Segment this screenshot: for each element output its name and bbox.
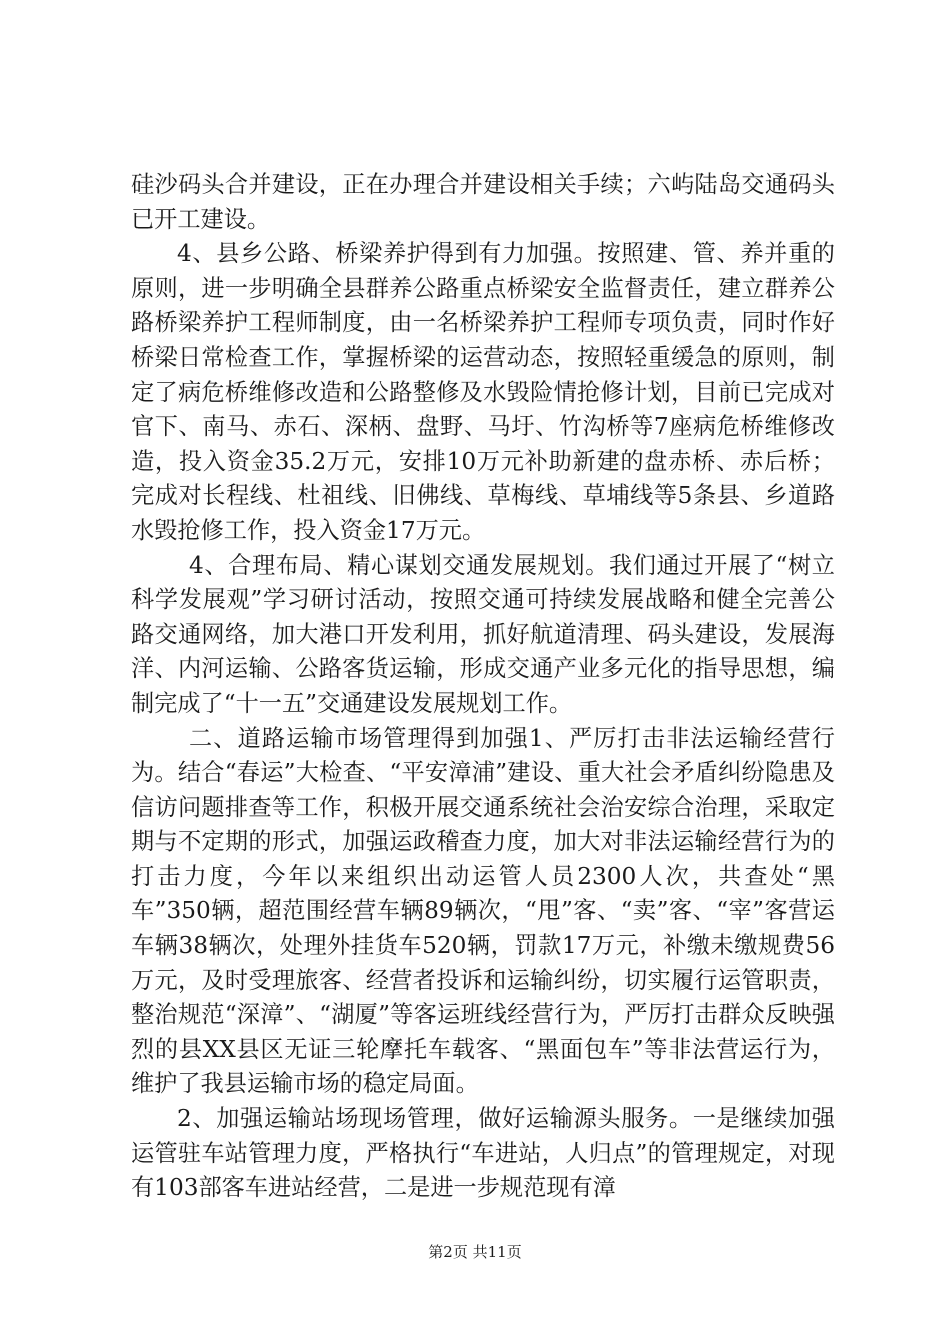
page-footer	[0, 1242, 950, 1262]
page-number-label: 第2页 共11页	[428, 1243, 522, 1261]
paragraph-station-management: 2、加强运输站场现场管理，做好运输源头服务。一是继续加强运管驻车站管理力度，严格执行“车进站，人归点”的管理规定，对现有103部客车进站经营，二是进一步规范现有漳	[131, 1105, 835, 1202]
paragraph-transport-planning: 4、合理布局、精心谋划交通发展规划。我们通过开展了“树立科学发展观”学习研讨活动，按照交通可持续发展战略和健全完善公路交通网络，加大港口开发利用，抓好航道清理、码头建设，发展海洋、内河运输、公路客货运输，形成交通产业多元化的指导思想，编制完成了“十一五”交通建设发展规划工作。	[131, 551, 835, 717]
document-body	[131, 168, 835, 1206]
paragraph-road-bridge-maintenance: 4、县乡公路、桥梁养护得到有力加强。按照建、管、养并重的原则，进一步明确全县群养公路重点桥梁安全监督责任，建立群养公路桥梁养护工程师制度，由一名桥梁养护工程师专项负责，同时作好桥梁日常检查工作，掌握桥梁的运营动态，按照轻重缓急的原则，制定了病危桥维修改造和公路整修及水毁险情抢修计划，目前已完成对官下、南马、赤石、深柄、盘野、马圩、竹沟桥等7座病危桥维修改造，投入资金35.2万元，安排10万元补助新建的盘赤桥、赤后桥；完成对长程线、杜祖线、旧佛线、草梅线、草埔线等5条县、乡道路水毁抢修工作，投入资金17万元。	[131, 240, 835, 544]
paragraph-transport-market-management: 二、道路运输市场管理得到加强1、严厉打击非法运输经营行为。结合“春运”大检查、“平安漳浦”建设、重大社会矛盾纠纷隐患及信访问题排查等工作，积极开展交通系统社会治安综合治理，采取定期与不定期的形式，加强运政稽查力度，加大对非法运输经营行为的打击力度，今年以来组织出动运管人员2300人次，共查处“黑车”350辆，超范围经营车辆89辆次，“甩”客、“卖”客、“宰”客营运车辆38辆次，处理外挂货车520辆，罚款17万元，补缴未缴规费56万元，及时受理旅客、经营者投诉和运输纠纷，切实履行运管职责，整治规范“深漳”、“湖厦”等客运班线经营行为，严厉打击群众反映强烈的县XX县区无证三轮摩托车载客、“黑面包车”等非法营运行为，维护了我县运输市场的稳定局面。	[131, 724, 835, 1098]
paragraph-wharf-construction: 硅沙码头合并建设，正在办理合并建设相关手续；六屿陆岛交通码头已开工建设。	[131, 171, 835, 233]
